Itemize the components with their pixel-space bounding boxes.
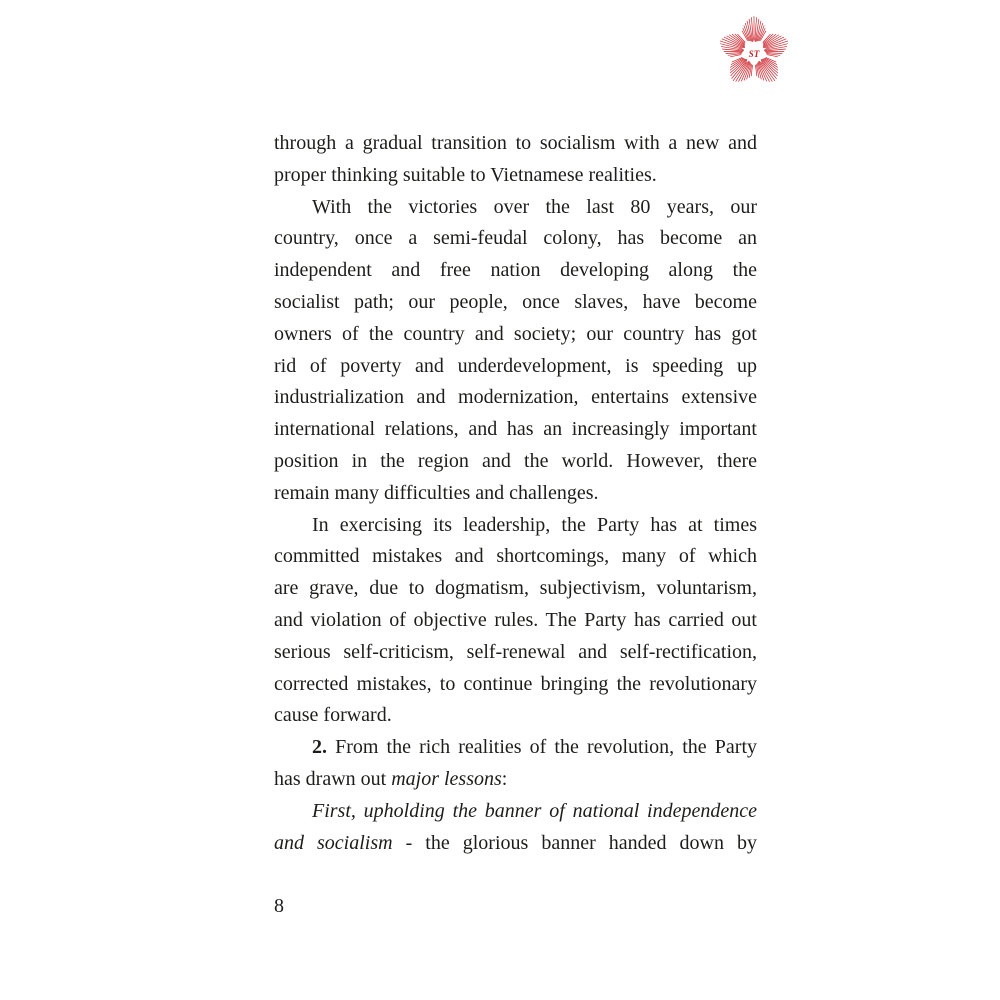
- text-segment: In exercising its leadership, the Party has at times: [312, 513, 757, 536]
- text-segment: cause forward.: [274, 704, 392, 727]
- text-line: [274, 192, 757, 224]
- text-segment: major lessons: [391, 767, 502, 790]
- logo-monogram: ST: [748, 49, 760, 60]
- text-segment: industrialization and modernization, entertains extensive: [274, 386, 757, 409]
- text-segment: - the glorious banner handed down by: [392, 831, 757, 854]
- paragraph: [274, 192, 757, 510]
- text-segment: international relations, and has an increasingly important: [274, 418, 757, 441]
- paragraph: [274, 510, 757, 733]
- text-segment: owners of the country and society; our country has got: [274, 322, 757, 345]
- paragraph: [274, 128, 757, 192]
- text-line: [274, 287, 757, 319]
- text-block: [274, 128, 757, 859]
- publisher-star-logo-svg: [716, 14, 792, 90]
- text-segment: through a gradual transition to socialism with a new and: [274, 132, 757, 154]
- text-line: [274, 255, 757, 287]
- page-number: 8: [274, 895, 284, 917]
- text-line: [274, 796, 757, 828]
- publisher-logo: [716, 14, 792, 90]
- text-line: [274, 510, 757, 542]
- text-segment: With the victories over the last 80 years, our: [312, 195, 757, 218]
- text-line: [274, 382, 757, 414]
- text-line: [274, 414, 757, 446]
- text-segment: committed mistakes and shortcomings, many of which: [274, 545, 757, 568]
- text-segment: position in the region and the world. However, there: [274, 449, 757, 472]
- text-segment: independent and free nation developing along the: [274, 259, 757, 282]
- text-line: [274, 764, 757, 796]
- text-segment: From the rich realities of the revolution, the Party: [327, 736, 757, 759]
- text-segment: rid of poverty and underdevelopment, is speeding up: [274, 354, 757, 377]
- paragraph: [274, 732, 757, 796]
- text-line: [274, 160, 757, 192]
- text-line: [274, 478, 757, 510]
- text-line: [274, 700, 757, 732]
- text-segment: serious self-criticism, self-renewal and self-rectification,: [274, 640, 757, 663]
- text-segment: has drawn out: [274, 767, 392, 790]
- text-line: [274, 573, 757, 605]
- text-segment: :: [501, 767, 508, 790]
- text-line: [274, 732, 757, 764]
- text-segment: corrected mistakes, to continue bringing the revolutionary: [274, 672, 757, 695]
- text-line: [274, 669, 757, 701]
- text-segment: proper thinking suitable to Vietnamese realities.: [274, 163, 657, 186]
- text-segment: country, once a semi-feudal colony, has become an: [274, 227, 757, 250]
- text-segment: socialist path; our people, once slaves, have become: [274, 290, 757, 313]
- text-line: [274, 319, 757, 351]
- text-line: [274, 605, 757, 637]
- text-segment: First, upholding the banner of national independence: [312, 799, 757, 822]
- text-line: [274, 351, 757, 383]
- text-line: [274, 828, 757, 860]
- text-line: [274, 541, 757, 573]
- text-segment: and violation of objective rules. The Party has carried out: [274, 608, 757, 631]
- paragraph: [274, 796, 757, 860]
- text-segment: and socialism: [274, 831, 393, 854]
- text-segment: are grave, due to dogmatism, subjectivism, voluntarism,: [274, 577, 757, 600]
- text-segment: 2.: [312, 736, 327, 759]
- text-line: [274, 637, 757, 669]
- text-segment: remain many difficulties and challenges.: [274, 481, 599, 504]
- text-line: [274, 446, 757, 478]
- text-line: [274, 223, 757, 255]
- text-line: [274, 128, 757, 160]
